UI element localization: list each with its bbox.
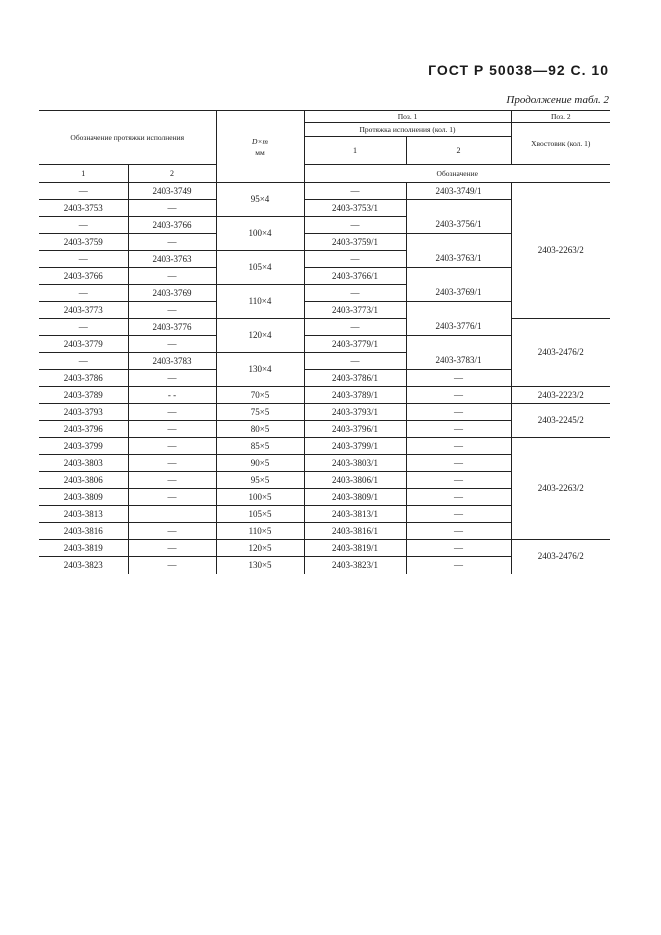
designation-col-1: 2403-3816 bbox=[63, 525, 103, 536]
shank-value: 2403-2263/2 bbox=[537, 483, 584, 493]
broach-col-2: 2403-3776/1 bbox=[435, 321, 482, 332]
broach-col-2: — bbox=[454, 525, 463, 536]
designation-col-2: — bbox=[167, 423, 177, 434]
designation-col-2: — bbox=[167, 338, 177, 349]
designation-col-2: 2403-3783 bbox=[152, 355, 192, 366]
broach-col-1: 2403-3819/1 bbox=[332, 542, 378, 553]
broach-col-1: 2403-3823/1 bbox=[332, 559, 378, 570]
dm-value: 130×4 bbox=[248, 364, 272, 374]
designation-col-1: 2403-3786 bbox=[63, 372, 103, 383]
dm-value: 90×5 bbox=[250, 457, 270, 468]
oboznachenie-header: Обозначение bbox=[436, 169, 478, 178]
designation-col-2: — bbox=[167, 440, 177, 451]
broach-col-2: — bbox=[454, 542, 463, 553]
designation-col-1: — bbox=[78, 321, 88, 332]
broach-col-2: — bbox=[454, 406, 463, 417]
broach-col-1: 2403-3786/1 bbox=[332, 372, 378, 383]
broach-col-1: — bbox=[350, 185, 360, 196]
designation-col-2: 2403-3763 bbox=[152, 253, 192, 264]
dm-value: 105×4 bbox=[248, 262, 272, 272]
designation-col-2: - - bbox=[167, 389, 177, 400]
broach-col-2: — bbox=[454, 508, 463, 519]
designation-col-1: — bbox=[78, 219, 88, 230]
broach-col-1: 2403-3773/1 bbox=[332, 304, 378, 315]
pos1-header: Поз. 1 bbox=[397, 112, 418, 121]
dm-header: D×m bbox=[252, 136, 268, 146]
designation-col-1: 2403-3823 bbox=[63, 559, 103, 570]
dm-value: 95×5 bbox=[250, 474, 270, 485]
broach-col-1: 2403-3793/1 bbox=[332, 406, 378, 417]
table-row bbox=[39, 438, 610, 455]
broach-col-1: 2403-3803/1 bbox=[332, 457, 378, 468]
broach-col-2: 2403-3763/1 bbox=[435, 253, 482, 264]
table-row bbox=[39, 540, 610, 557]
broach-col-2: 2403-3769/1 bbox=[435, 287, 482, 298]
designation-col-1: — bbox=[78, 355, 88, 366]
broach-table bbox=[39, 110, 610, 574]
designation-col-2: — bbox=[167, 304, 177, 315]
broach-col-1: — bbox=[350, 219, 360, 230]
designation-col-2: — bbox=[167, 542, 177, 553]
dm-value: 120×4 bbox=[248, 330, 272, 340]
dm-value: 70×5 bbox=[250, 389, 270, 400]
broach-col-2: 2403-3783/1 bbox=[435, 355, 482, 366]
broach-col-1: 2403-3816/1 bbox=[332, 525, 378, 536]
dm-value: 95×4 bbox=[250, 194, 270, 204]
table-row bbox=[39, 183, 610, 200]
dm-value: 100×4 bbox=[248, 228, 272, 238]
shank-value: 2403-2223/2 bbox=[537, 389, 584, 400]
designation-header: Обозначение протяжки исполнения bbox=[70, 133, 185, 142]
broach-col-2: 2403-3749/1 bbox=[435, 185, 482, 196]
broach-col-1: — bbox=[350, 287, 360, 298]
broach-col-1: 2403-3806/1 bbox=[332, 474, 378, 485]
designation-col-1: 2403-3759 bbox=[63, 236, 103, 247]
designation-col-1: 2403-3799 bbox=[63, 440, 103, 451]
designation-col-2: — bbox=[167, 525, 177, 536]
page-header: ГОСТ Р 50038—92 С. 10 bbox=[428, 62, 609, 78]
designation-col-1: 2403-3796 bbox=[63, 423, 103, 434]
designation-col-2: 2403-3749 bbox=[152, 185, 192, 196]
designation-col-1: 2403-3789 bbox=[63, 389, 103, 400]
shank-value: 2403-2476/2 bbox=[537, 347, 584, 357]
dm-value: 110×4 bbox=[248, 296, 272, 306]
designation-col-2: — bbox=[167, 236, 177, 247]
broach-col-1-number: 1 bbox=[353, 146, 357, 155]
broach-col-1: 2403-3789/1 bbox=[332, 389, 378, 400]
designation-col-1: 2403-3809 bbox=[63, 491, 103, 502]
designation-col-2-number: 2 bbox=[170, 169, 174, 178]
broach-col-1: 2403-3779/1 bbox=[332, 338, 378, 349]
table-row bbox=[39, 404, 610, 421]
designation-col-2: — bbox=[167, 559, 177, 570]
designation-col-1: — bbox=[78, 253, 88, 264]
designation-col-1: — bbox=[78, 287, 88, 298]
broach-col-2: — bbox=[454, 372, 463, 383]
broach-col-2: — bbox=[454, 457, 463, 468]
dm-value: 130×5 bbox=[248, 559, 272, 570]
pos2-header: Поз. 2 bbox=[550, 112, 571, 121]
designation-col-1: 2403-3779 bbox=[63, 338, 103, 349]
designation-col-2: 2403-3766 bbox=[152, 219, 192, 230]
broach-col-1: 2403-3799/1 bbox=[332, 440, 378, 451]
broach-col-1: — bbox=[350, 321, 360, 332]
shank-value: 2403-2245/2 bbox=[537, 415, 584, 425]
dm-value: 75×5 bbox=[250, 406, 270, 417]
designation-col-1: 2403-3806 bbox=[63, 474, 103, 485]
broach-col-1: 2403-3759/1 bbox=[332, 236, 378, 247]
broach-col-2: 2403-3756/1 bbox=[435, 219, 482, 230]
table-continuation-caption: Продолжение табл. 2 bbox=[506, 94, 609, 106]
designation-col-1: 2403-3819 bbox=[63, 542, 103, 553]
table-row bbox=[39, 319, 610, 336]
broach-header: Протяжка исполнения (кол. 1) bbox=[359, 125, 456, 134]
broach-col-2-number: 2 bbox=[456, 146, 461, 155]
designation-col-2: — bbox=[167, 491, 177, 502]
shank-header: Хвостовик (кол. 1) bbox=[531, 139, 591, 148]
designation-col-2: — bbox=[167, 474, 177, 485]
dm-unit: мм bbox=[255, 147, 265, 157]
designation-col-1: 2403-3773 bbox=[63, 304, 103, 315]
broach-col-1: — bbox=[350, 355, 360, 366]
table-row bbox=[39, 387, 610, 404]
broach-col-1: 2403-3766/1 bbox=[332, 270, 378, 281]
designation-col-2: — bbox=[167, 270, 177, 281]
dm-value: 80×5 bbox=[250, 423, 270, 434]
broach-col-1: 2403-3753/1 bbox=[332, 202, 378, 213]
broach-col-2: — bbox=[454, 389, 463, 400]
broach-col-2: — bbox=[454, 423, 463, 434]
broach-col-2: — bbox=[454, 559, 463, 570]
broach-col-1: 2403-3813/1 bbox=[332, 508, 378, 519]
designation-col-1-number: 1 bbox=[81, 169, 86, 178]
dm-value: 120×5 bbox=[248, 542, 272, 553]
designation-col-2: — bbox=[167, 457, 177, 468]
designation-col-2: — bbox=[167, 406, 177, 417]
designation-col-2: 2403-3776 bbox=[152, 321, 192, 332]
dm-value: 85×5 bbox=[250, 440, 270, 451]
designation-col-2: 2403-3769 bbox=[152, 287, 192, 298]
dm-value: 110×5 bbox=[248, 525, 272, 536]
broach-col-2: — bbox=[454, 474, 463, 485]
designation-col-1: 2403-3766 bbox=[63, 270, 103, 281]
broach-col-1: 2403-3796/1 bbox=[332, 423, 378, 434]
broach-col-2: — bbox=[454, 491, 463, 502]
designation-col-1: 2403-3793 bbox=[63, 406, 103, 417]
designation-col-2: — bbox=[167, 202, 177, 213]
dm-value: 105×5 bbox=[248, 508, 272, 519]
designation-col-1: 2403-3813 bbox=[63, 508, 103, 519]
broach-col-2: — bbox=[454, 440, 463, 451]
designation-col-1: — bbox=[78, 185, 88, 196]
broach-col-1: — bbox=[350, 253, 360, 264]
designation-col-1: 2403-3803 bbox=[63, 457, 103, 468]
shank-value: 2403-2476/2 bbox=[537, 551, 584, 562]
designation-col-1: 2403-3753 bbox=[63, 202, 103, 213]
dm-value: 100×5 bbox=[248, 491, 272, 502]
designation-col-2: — bbox=[167, 372, 177, 383]
shank-value: 2403-2263/2 bbox=[537, 245, 584, 255]
broach-col-1: 2403-3809/1 bbox=[332, 491, 378, 502]
